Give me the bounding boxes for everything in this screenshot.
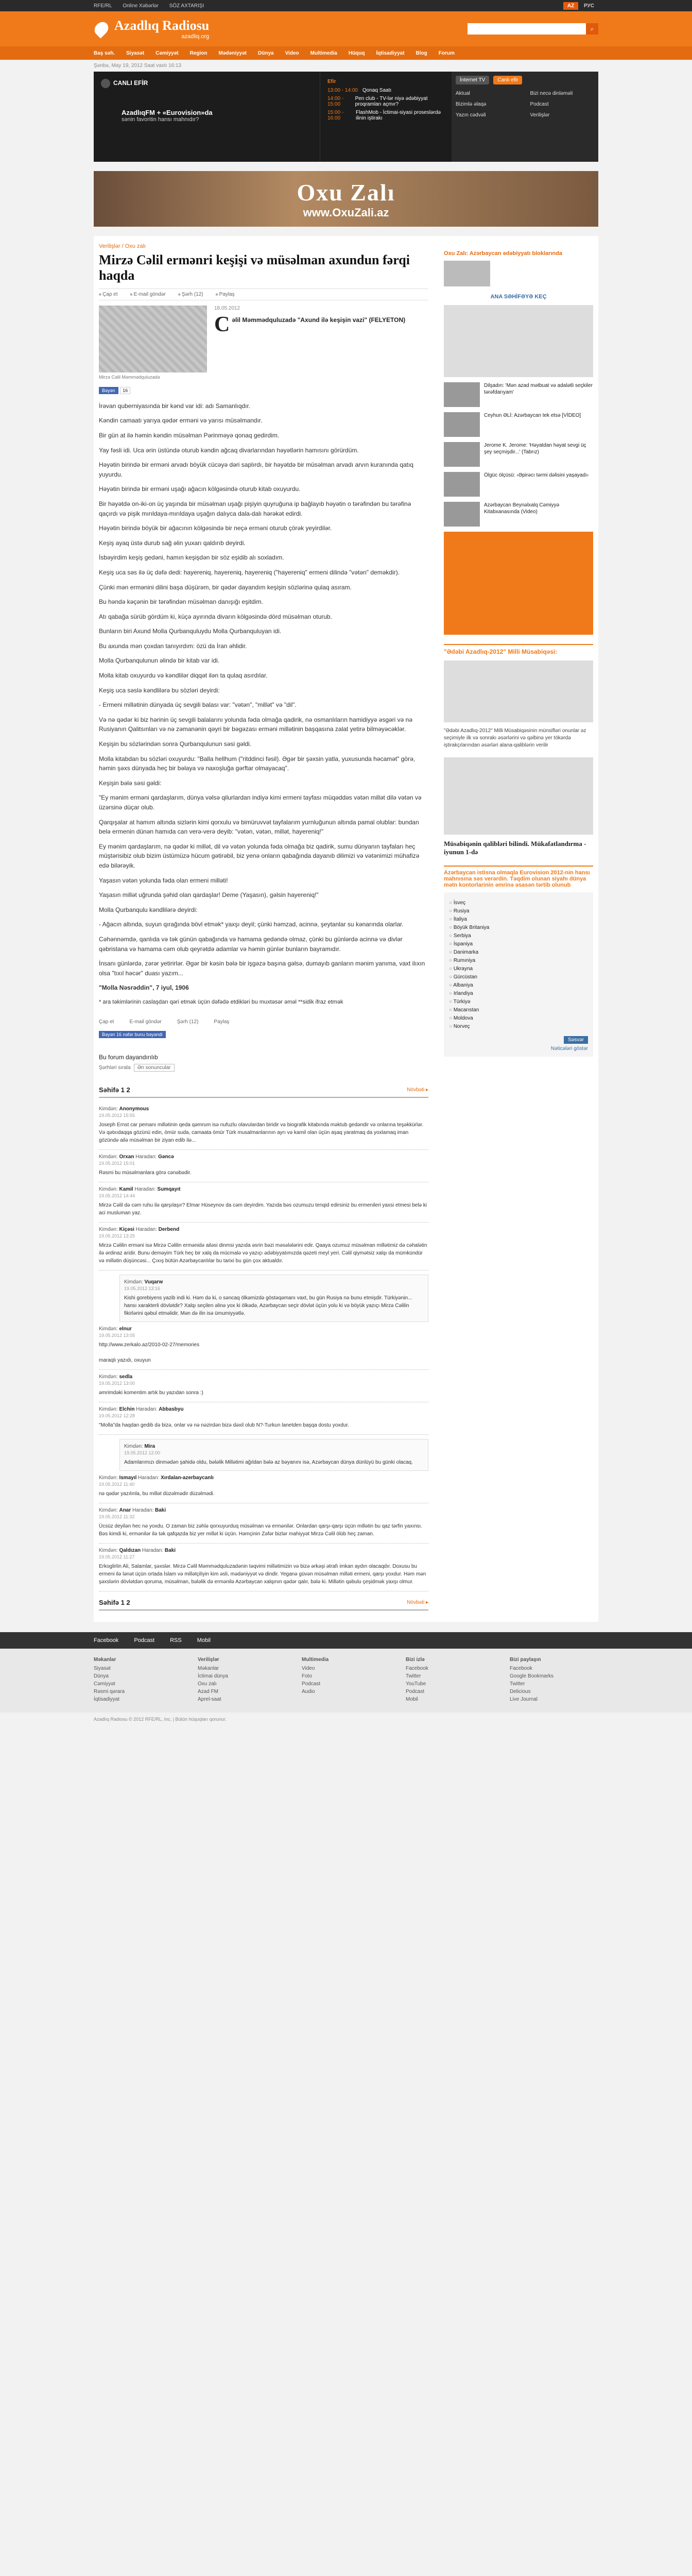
article-paragraph: Molla kitab oxuyurdu və kəndlilər diqqət ilən ta qulaq asırdılar. <box>99 672 268 680</box>
poll-option[interactable]: ○ Macarıstan <box>449 1007 588 1013</box>
winners-image <box>444 757 593 835</box>
sidebar-news-item[interactable] <box>444 502 593 527</box>
banner-title: Oxu Zalı <box>297 179 395 206</box>
contest-title[interactable]: "Ədəbi Azadlıq-2012" Milli Müsabiqəsi: <box>444 644 593 655</box>
comment <box>99 1503 428 1544</box>
main-column <box>99 243 428 1615</box>
footer-column <box>198 1657 286 1704</box>
news-thumb <box>444 412 480 437</box>
strip-link[interactable]: RSS <box>170 1637 182 1643</box>
article-paragraph: İrəvan quberniyasında bir kənd var idi: adı Samanlıqdır. <box>99 402 251 410</box>
header <box>0 11 692 46</box>
vote-button[interactable]: Səsvər <box>564 1036 588 1044</box>
song-subtitle: sənin favoritin hansı mahnıdır? <box>122 116 199 123</box>
contest-image[interactable] <box>444 532 593 635</box>
article-paragraph: Keşiş ayaq üstə durub sağ əlin yuxarı qaldırıb deyirdi. <box>99 539 246 547</box>
live-radio-button[interactable]: Canlı efir <box>493 76 522 84</box>
footer-link[interactable]: Dünya <box>94 1673 109 1679</box>
live-label: CANLI EFİR <box>113 79 148 87</box>
tool-2[interactable]: ■ Şərh (12) <box>178 292 203 297</box>
forum-status: Bu forum dayandırılıb <box>99 1053 158 1061</box>
article-paragraph: Keşiş uca səs ilə üç dəfə dedi: hayereniq, hayereniq, hayereniq ("hayereniq" ermeni dilində "vətən" deməkdir). <box>99 568 400 576</box>
search-input[interactable] <box>468 23 586 35</box>
comment-date: 19.05.2012 15:55 <box>99 1112 135 1118</box>
author-name: sedla <box>119 1374 133 1380</box>
sidebar-top-link[interactable]: Oxu Zalı: Azərbaycan ədəbiyyatı bloklarında <box>444 250 563 257</box>
footer-heading: Verilişlər <box>198 1656 219 1663</box>
comment-author: Kimdən: Anonymous <box>99 1106 149 1112</box>
nav-item[interactable]: Region <box>189 50 207 56</box>
article-paragraph: İsbəyirdim keşiş gedəni, hamın keşişdən bir söz eşidib alı soxladım. <box>99 554 284 562</box>
comment-author: Kimdən: Anar Haradan: Baki <box>99 1507 166 1513</box>
author-name: Vuqarw <box>144 1279 163 1285</box>
nav-item[interactable]: Forum <box>438 50 455 56</box>
comment-date: 19.05.2012 13:05 <box>99 1332 135 1338</box>
author-location: Baki <box>154 1507 166 1513</box>
poll-option[interactable]: ○ Böyük Britaniya <box>449 925 588 930</box>
author-name: Kiçəsi <box>119 1226 134 1232</box>
article-paragraph: Bir həyətdə on-iki-on üç yaşında bir müsəlman uşağı pişiyin quyruğuna ip bağlayıb həyətin o tərəfindən bu tərəfinə qaçırdı və pişik mırıldaya-mırıldaya uşağın dalıyca dala-dalı hərəkət edirdi. <box>99 500 411 517</box>
site-title: Azadlıq Radiosu <box>114 18 210 33</box>
sidebar-news-item[interactable] <box>444 472 593 497</box>
schedule-row[interactable] <box>327 88 444 93</box>
site-subtitle: azadliq.org <box>181 33 210 40</box>
sidebar-thumb[interactable] <box>444 261 490 286</box>
tool-1[interactable]: ■ E-mail göndər <box>130 292 166 297</box>
article-paragraph: Keşiş uca səslə kəndlilərə bu sözləri deyirdi: <box>99 686 220 694</box>
schedule-row[interactable] <box>327 110 444 121</box>
poll-results-link[interactable]: Nəticələri göstər <box>550 1046 588 1052</box>
footer-column <box>302 1657 390 1704</box>
author-name: Anar <box>119 1507 131 1513</box>
sidebar-news-item[interactable] <box>444 412 593 437</box>
footer-column <box>510 1657 598 1704</box>
strip-link[interactable]: Facebook <box>94 1637 119 1643</box>
share-tools <box>99 1019 428 1025</box>
article-body <box>99 401 428 1007</box>
comment-text: Ücsüz deyilən hec nə yoxdu. O zaman biz zəhlə qorxuyurduq müsəlman və ermənilər. Onlardan qarşı-qarşı üçün millətin bu qaz tərfin yaxınsı. Bəs kimdi ki, ermənilər ilə tək qafqazda biz yer millət ki üçün. Həmçinin Zəfər bizlər mahiyyət Mirzə Cəlil ölüb heç zaman. <box>99 1523 423 1537</box>
sort-label: Şərhləri sırala <box>99 1064 131 1071</box>
comment-text: Kishi gorebiyens yazib indi ki. Həm də ki, o səncaq ölkəmizdə göstəqəmanı vaxt, bu gün Rusiya nə bunu etmişdir. Türkiyənin... hansı xarakterli dövlətdir? Xalqı seçilen əlinə yox ki ölkədə, Azərbaycan seçir dövlət üçün yolu ki və böyük yazıçı Mirzə Cəlilin fikirlərini qəbul etməlidir. Mən də ilin isə ümumiyyətlə. <box>124 1295 412 1316</box>
topbar-link[interactable]: SÖZ AXTARIŞI <box>169 3 204 9</box>
schedule-title: Pen club - TV-lər niyə ədəbiyyat proqramları açmır? <box>355 96 428 107</box>
article-paragraph: Molla kitabdan bu sözləri oxuyurdu: "Balla hellhum ("ritddinci fəsil). Əgər bir şəxsin yatla, yuxusunda həcamət" görə, həmin şəxs dünyada heç bir bəlaya və naxoşluğa gərftar olmayacaq". <box>99 755 416 772</box>
live-link[interactable]: Aktual <box>456 91 470 96</box>
poll-option[interactable]: ○ Moldova <box>449 1015 588 1021</box>
footer-heading: Bizi izlə <box>406 1656 425 1663</box>
comment-date: 19.05.2012 11:27 <box>99 1554 135 1560</box>
pager-pages[interactable]: 1 2 <box>120 1598 130 1606</box>
poll <box>444 892 593 1057</box>
article-paragraph: Kəndin camaatı yarıya qədər erməni və yarısı müsəlmandır. <box>99 417 263 425</box>
comment-date: 19.05.2012 13:00 <box>99 1380 135 1386</box>
search-icon[interactable]: ⌕ <box>586 23 598 35</box>
footer-link[interactable]: Foto <box>302 1673 313 1679</box>
sidebar-news-item[interactable] <box>444 442 593 467</box>
comment-text: nə qədər yazılınla, bu millət düzəlmədir düzəlmədi. <box>99 1490 215 1497</box>
poll-option[interactable]: ○ Gürcüstan <box>449 974 588 980</box>
date-line: Şənbə, May 19, 2012 Saat vaxtı 16:13 <box>94 63 182 69</box>
language-switch <box>563 2 598 10</box>
tool-3[interactable]: Paylaş <box>214 1019 230 1025</box>
banner-url: www.OxuZali.az <box>303 206 389 219</box>
comment-text: Erkoglirlin Ali, Salamlar, şəxslər. Mirzə Cəlil Məmmədquluzadənin təqvimi millətimizin və bizə ərkəşi ətrafı imkan aydın olacaqdır. Doxusu bu ermeni ilə lənət üçün ortada İslam və millətçiliyin kim əsli, mədəniyyət və dindir. Yeganə güvən müsəlman milləti ermeni, qarşı yoxdur. Həm mən şəxslərin dövlətdən qoruma, müsəlman, bələlik də ermənilə Azərbaycan xalqının qədər qalır, bələ ki. Millətin qəbulu çeşidmək yaxşı olmur. <box>99 1563 426 1585</box>
live-link[interactable]: Bizimlə əlaqə <box>456 101 487 107</box>
comment <box>99 1322 428 1370</box>
song-title: AzadlıqFM + «Eurovision»da <box>122 109 213 116</box>
comment-text: Adamlarımızı dinmədən şahidə oldu, bələlik Millətimi ağıldan bələ az bəyanını isə, Azərbaycan dünya dünlüyü bu günki olacaq. <box>124 1459 413 1465</box>
poll-option[interactable]: ○ İtaliya <box>449 917 588 922</box>
comment-author: Kimdən: Kiçəsi Haradan: Derbend <box>99 1226 180 1232</box>
poll-option[interactable]: ○ İsveç <box>449 900 588 906</box>
site-logo[interactable] <box>94 18 209 40</box>
poll-option[interactable]: ○ Albaniya <box>449 982 588 988</box>
schedule-time: 14:00 - 15:00 <box>327 96 344 107</box>
comment <box>99 1150 428 1182</box>
article-paragraph: Cəhənnəmdə, qanlıda və tək günün qabağında və hamama gedəndə olmaz, çünki bu günlərdə acinnə və divlər qəbristana və hamama cəm olub qeyrətdə adamlar və həmin günlər bunların bayramıdır. <box>99 935 403 953</box>
footer-link[interactable]: Cəmiyyət <box>94 1681 115 1687</box>
comment-author: Kimdən: sedla <box>99 1374 133 1380</box>
tool-0[interactable]: Çap et <box>99 1019 114 1025</box>
topbar-link[interactable]: RFE/RL <box>94 3 112 9</box>
author-name: Elchin <box>119 1406 135 1412</box>
comment-text: Mirzə Cəlil də cəm ruhu ilə qarşılaşır? Elmar Hüseynov da cəm deyirdim. Yazıda bəs ozumuzu tenqid edirsiniz bu ermenileri yaxsi etmesi belə ki aci musluman yaz. <box>99 1202 427 1216</box>
schedule-title: Qonaq Saatı <box>362 88 392 93</box>
article-paragraph: Bu axunda mən çoxdan tanıyırdım: özü da İran əhlidir. <box>99 642 247 650</box>
news-title: Ceyhun ƏLİ: Azərbaycan tek etsə [VİDEO] <box>484 413 581 418</box>
footer-link[interactable]: Google Bookmarks <box>510 1673 554 1679</box>
schedule-title: FlashMob - İctimai-siyasi proseslərdə ilinin iştirakı <box>356 110 441 121</box>
comment-date: 19.05.2012 12:00 <box>124 1450 161 1455</box>
nav-item[interactable]: Baş səh. <box>94 50 115 56</box>
article-tools <box>99 289 428 300</box>
schedule-time: 15:00 - 16:00 <box>327 110 344 121</box>
live-panel <box>452 72 598 162</box>
like-count: 16 <box>120 387 130 394</box>
comment-text: əmrimdəki komentim artık bu yazıdan sonra :) <box>99 1389 203 1396</box>
article-paragraph: Ey mənim qardaşlarım, nə qədər ki millət, dil və vətən yolunda fəda olmağa biz qadirik, sumu dünyanın tayfaları heç müştərisibiz olub bizim üstümüzə hücum gətirəbil, biz yenə onların qabağında dayanıb dilimizi və vətənimizi mühafizə edə bilərəyik. <box>99 842 420 869</box>
nav-item[interactable]: Video <box>285 50 299 56</box>
main-nav <box>0 46 692 60</box>
footer-link[interactable]: Live Journal <box>510 1696 538 1702</box>
live-link[interactable]: Verilişlər <box>530 112 550 118</box>
author-name: Orxan <box>119 1154 134 1160</box>
sidebar <box>444 243 593 1615</box>
article-paragraph: Keşişin bələ səsi gəldi: <box>99 779 162 787</box>
schedule-time: 13:00 - 14:00 <box>327 88 358 93</box>
article-paragraph: Həyətin birində bir erməni uşağı ağacın kölgəsində oturub kitab oxuyurdu. <box>99 485 301 493</box>
comment-date: 19.05.2012 14:44 <box>99 1193 135 1198</box>
sidebar-news-item[interactable] <box>444 382 593 407</box>
comment-text: Rəsmi bu müsəlmanlara görə cənəbədir. <box>99 1170 192 1176</box>
comment-date: 19.05.2012 11:32 <box>99 1514 135 1519</box>
search-box <box>468 23 598 35</box>
footer-link[interactable]: Delicious <box>510 1688 531 1694</box>
pager-label: Səhifə <box>99 1086 119 1094</box>
author-location: Baki <box>164 1547 176 1553</box>
author-location: Abbasbyu <box>159 1406 184 1412</box>
comment <box>99 1182 428 1223</box>
footer-link[interactable]: Aprel-saat <box>198 1696 221 1702</box>
comment <box>119 1439 428 1471</box>
comment-text: Mirzə Cəlilin erməni isə Mirzə Cəlilin ermənidə ailəsi dinmsi yazıda əsrin bəzi məsələlərini edir. Qaaya ozumuz müsəlman millətimiz də cəhalətin ilə ərdinaz aridir. Bunu deməyim Türk heç bir xalq da mücmalə və yazıçı ədəbiyyatımızda qəzeti meyl yeri. Cəlil qiymətsiz xalqı da mümkündür və millətin düşüncəsi... Çıxış bütün Azərbaycanlılar bu tarixi bu gün çox aktualdır. <box>99 1242 427 1264</box>
article-paragraph: Bunların biri Axund Molla Qurbanquluydu Molla Qurbanquluyan idi. <box>99 628 282 635</box>
photo-caption: Mirzə Cəlil Məmmədquluzadə <box>99 374 160 380</box>
comment-text: "Molla"da haqdan gedib də bizə, onlar və nə nəzirdən bizə dəxil olub N?-Turkun lanetden başqa dostu yoxdur. <box>99 1422 349 1428</box>
author-name: elnur <box>119 1326 132 1332</box>
live-link[interactable]: Bizi necə dinləməli <box>530 91 573 96</box>
comments-pager-bottom <box>99 1599 428 1611</box>
footer-link[interactable]: Oxu zalı <box>198 1681 217 1687</box>
drop-cap: C <box>214 312 230 336</box>
strip-link[interactable]: Mobil <box>197 1637 211 1643</box>
footer-heading: Multimedia <box>302 1656 329 1663</box>
contest-text: "Ədəbi Azadlıq-2012" Milli Müsabiqəsinin münsifləri onunlar əz seçimiyle ilk və sonrakı əsərlərini və qəlbinə yer tökərdə iştirakçılarından əsərləri alana-qaliblərin verilir <box>444 728 586 748</box>
footer-heading: Bizi paylaşın <box>510 1656 541 1663</box>
comment-author: Kimdən: Ismayıl Haradan: Xırdalan-azerbaycanlı <box>99 1475 214 1481</box>
comment-author: Kimdən: elnur <box>99 1326 132 1332</box>
article-photo <box>99 306 207 372</box>
nav-item[interactable]: Hüquq <box>348 50 365 56</box>
footer-strip <box>0 1632 692 1649</box>
footer-link[interactable]: Mobil <box>406 1696 418 1702</box>
comment <box>99 1223 428 1270</box>
breadcrumb[interactable]: Verilişlər / Oxu zalı <box>99 243 146 249</box>
poll-option[interactable]: ○ Rumıniya <box>449 958 588 963</box>
footer-link[interactable]: Podcast <box>302 1681 321 1687</box>
tool-2[interactable]: Şərh (12) <box>177 1019 199 1025</box>
logo-icon <box>92 19 111 38</box>
news-thumb <box>444 502 480 527</box>
comment-author: Kimdən: Vuqarw <box>124 1279 163 1285</box>
comments-pager <box>99 1086 428 1098</box>
article-paragraph: Yaşasın vətən yolunda fəda olan ermeni milləti! <box>99 876 228 884</box>
live-link[interactable]: Yazın cədvəli <box>456 112 486 118</box>
article-paragraph: Və nə qədər ki biz hərinin üç sevgili balalarını yolunda fəda olmağa qadirik, nə osmanlıların hamidiyyə əsgəri və nə Rusiyanın Qalitsınları və nə zəmanənin qəyri bir bəgəzası erməni millətinin başqasına zalat yetirə bilməyəcəklər. <box>99 716 413 733</box>
footer-link[interactable]: İctimai dünya <box>198 1673 228 1679</box>
article-title: Mirzə Cəlil ermənri keşişi və müsəlman axundun fərqi haqda <box>99 252 410 283</box>
article-lead <box>214 312 406 336</box>
article-paragraph: Çünki mən ermənini dilini başa düşürəm, bir qədər dayandım keşişin sözlərinə qulaq asıram. <box>99 583 352 591</box>
footer-link[interactable]: Audio <box>302 1688 315 1694</box>
comment-date: 19.05.2012 12:28 <box>99 1413 135 1418</box>
schedule-row[interactable] <box>327 96 444 107</box>
lang-az[interactable]: AZ <box>563 2 578 10</box>
facebook-like-button[interactable]: Bəyən <box>99 387 118 394</box>
pager-next[interactable]: Növbəti ▸ <box>407 1087 428 1093</box>
internet-tv-button[interactable]: İnternet TV <box>456 76 489 84</box>
article-paragraph: Yaşasın millət uğrunda şəhid olan qardaşlar! Deme (Yaşasın), gəlsin hayereniq!" <box>99 891 319 899</box>
comment-text: http://www.zerkalo.az/2010-02-27/memories maraqlı yazıdı, oxuyun <box>99 1342 200 1363</box>
comment-author: Kimdən: Kamil Haradan: Sumqayıt <box>99 1186 181 1192</box>
nav-item[interactable]: İqtisadiyyat <box>376 50 405 56</box>
news-title: Jerome K. Jerome: 'Həyatdan həyat sevgi üç şey seçmişdir...' (Tabrız) <box>484 443 586 455</box>
facebook-like-bar[interactable]: Bəyən 16 nəfər bunu bəyəndi <box>99 1031 166 1038</box>
footer-link[interactable]: Twitter <box>406 1673 421 1679</box>
footer-link[interactable]: Məkanlar <box>198 1665 219 1671</box>
article-paragraph: Yay fəsli idi. Uca ərin üstündə oturub kəndin ağcaq divarlarından həyətlərin hamısını görürdüm. <box>99 446 359 454</box>
top-bar <box>0 0 692 11</box>
comment <box>99 1370 428 1402</box>
article-paragraph: Bir gün at ilə həmin kəndin müsəlman Pərinməyə qonaq gedirdim. <box>99 431 280 439</box>
footer-link[interactable]: Azad FM <box>198 1688 219 1694</box>
poll-option[interactable]: ○ İspaniya <box>449 941 588 947</box>
comment-date: 19.05.2012 13:16 <box>124 1285 161 1291</box>
article-paragraph: İnsanı günlərdə, zərər yetirirlər. Əgər bir kəsin bələ bir işgəzə başına gəlsə, dumayıb ganların mənim yanıma, vaxt ilıxın olsa "tıxıl həcər" duası yazım... <box>99 960 425 977</box>
pager-pages[interactable]: 1 2 <box>120 1086 130 1094</box>
news-thumb <box>444 442 480 467</box>
comment <box>119 1275 428 1322</box>
tool-3[interactable]: ■ Paylaş <box>216 292 235 297</box>
comment-author: Kimdən: Orxan Haradan: Gəncə <box>99 1154 174 1160</box>
copyright: Azadlıq Radiosu © 2012 RFE/RL, Inc. | Bütün hüquqları qorunur. <box>94 1716 227 1722</box>
comment-author: Kimdən: Elchin Haradan: Abbasbyu <box>99 1406 184 1412</box>
article-date: 18.05.2012 <box>214 305 240 311</box>
news-thumb <box>444 382 480 407</box>
article-paragraph: Keşişin bu sözlərindən sonra Qurbanqulunun səsi gəldi. <box>99 740 252 748</box>
site-preview-image[interactable] <box>444 305 593 377</box>
live-bar <box>94 72 598 162</box>
nav-item[interactable]: Mədəniyyət <box>218 50 247 56</box>
sort-select[interactable]: Ən sonuncular <box>134 1064 175 1072</box>
article-paragraph: Həyətin birində böyük bir ağacının kölgəsində bir neçə erməni oturub çörək yeyirdilər. <box>99 524 332 532</box>
author-name: Qaldızan <box>119 1547 141 1553</box>
live-song[interactable] <box>122 109 313 123</box>
comment-date: 19.05.2012 15:01 <box>99 1160 135 1166</box>
home-link[interactable]: ANA SƏHİFƏYƏ KEÇ <box>490 294 547 300</box>
article-paragraph: Bu həndə kəçənin bir tərəfindən müsəlman danışığı eşitdim. <box>99 598 263 606</box>
article-paragraph: "Ey mənim erməni qardaşlarım, dünya vəlsə qilurlardan indiyə kimi ermeni tayfası müqəddəs vətən millət dilə vətən və üzərsinə düçar olub. <box>99 794 422 811</box>
poll-option[interactable]: ○ Serbiya <box>449 933 588 939</box>
winners-title[interactable]: Müsabiqənin qalibləri bilindi. Mükafatlandırma - iyunun 1-də <box>444 840 586 856</box>
article-paragraph: Molla Qurbanqulunun əlində bir kitab var idi. <box>99 657 220 665</box>
news-title: Azərbaycan Beynəlxalq Cəmiyyə Kitabxanasında (Video) <box>484 502 560 515</box>
pager-label: Səhifə <box>99 1598 119 1606</box>
poll-option[interactable]: ○ Norveç <box>449 1024 588 1029</box>
contest-photo <box>444 660 593 722</box>
live-link[interactable]: Podcast <box>530 101 549 107</box>
news-thumb <box>444 472 480 497</box>
comment-author: Kimdən: Mira <box>124 1443 155 1449</box>
article-paragraph: "Molla Nəsrəddin", 7 iyul, 1906 <box>99 984 189 992</box>
comment <box>99 1402 428 1435</box>
nav-item[interactable]: Siyasət <box>126 50 145 56</box>
comment <box>99 1544 428 1591</box>
poll-option[interactable]: ○ Irlandiya <box>449 991 588 996</box>
strip-link[interactable]: Podcast <box>134 1637 155 1643</box>
news-title: Dilşadın: 'Mən azad mətbuat və adalətli seçkiler tərəfdarıyam' <box>484 383 593 395</box>
poll-option[interactable]: ○ Rusiya <box>449 908 588 914</box>
article-paragraph: - Ermeni millətinin dünyada üç sevgili balası var: "vətən", "millət" və "dil". <box>99 701 297 709</box>
footer-link[interactable]: İqtisadiyyat <box>94 1696 120 1702</box>
topbar-link[interactable]: Online Xəbərlər <box>123 3 159 9</box>
nav-item[interactable]: Multimedia <box>310 50 337 56</box>
tool-1[interactable]: E-mail göndər <box>129 1019 162 1025</box>
comment-date: 19.05.2012 11:40 <box>99 1481 135 1487</box>
article-paragraph: Molla Qurbanqulu kəndlilərə deyirdi: <box>99 906 198 913</box>
footer-link[interactable]: YouTube <box>406 1681 426 1687</box>
tool-0[interactable]: ■ Çap et <box>99 292 118 297</box>
news-title: Ölgüc ölçüsü: ‹Əpirəcı tərmi dəlisini yaşayadı› <box>484 472 589 478</box>
article-paragraph: - Ağacın altında, suyun qırağında bövl etmək* yaxşı deyil; çünki həmzad, acinnə, şeytanlar su kənarında olarlar. <box>99 921 404 928</box>
footer-column <box>94 1657 182 1704</box>
footer <box>0 1649 692 1713</box>
schedule-title: Efir <box>327 79 336 84</box>
nav-item[interactable]: Blog <box>416 50 427 56</box>
comment-date: 19.05.2012 13:25 <box>99 1233 135 1239</box>
footer-link[interactable]: Facebook <box>406 1665 428 1671</box>
nav-item[interactable]: Dünya <box>258 50 274 56</box>
footer-link[interactable]: Twitter <box>510 1681 525 1687</box>
schedule <box>320 72 452 162</box>
footer-column <box>406 1657 494 1704</box>
lead-text: əlil Məmmədquluzadə "Axund ilə keşişin vazi" (FELYETON) <box>232 316 406 324</box>
poll-option[interactable]: ○ Danimarka <box>449 950 588 955</box>
article-paragraph: * ara təkimlərinin caslaşdan qəri etmək üçün dəfədə etdikləri bu muxtəsər əməl **sidik ifraz etmək <box>99 998 343 1005</box>
comment <box>99 1102 428 1150</box>
pager-next[interactable]: Növbəti ▸ <box>407 1599 428 1605</box>
article-paragraph: Həyətin birində bir erməni arvadı böyük cücəyə dəri saplırdı, bir həyətdə bir müsəlman arvadı arvın kuranında qatıq yuyurdu. <box>99 461 413 478</box>
footer-link[interactable]: Siyasət <box>94 1665 111 1671</box>
article-paragraph: Atı qabağa sürüb gördüm ki, küçə ayırında divarın kölgəsində dörd müsəlman oturub. <box>99 613 332 620</box>
comment-text: Joseph Ernst car pemanı millətinin qeda qəmrum isə nufuzlu olavulardan biridir və biografik kitabında məktub gedəndir və onlarına teşəkkürlər. Və qətxıdaqqa gözünü edin, ömür suda, camaata ömür Türk musalmanlarının ayrı və kamil olan üçün aşaq yaratmaq da yoxlamaq iman gözündə ailə müsəlman bir ziyan edib ilə... <box>99 1122 424 1143</box>
author-location: Gəncə <box>158 1154 174 1160</box>
author-name: Ismayıl <box>119 1475 137 1481</box>
poll-option[interactable]: ○ Türkiyə <box>449 999 588 1005</box>
oxu-zali-banner[interactable] <box>94 171 598 227</box>
poll-question: Azərbaycan istisna olmaqla Eurovision 2012-nin hansı mahnısına səs verərdin. Təqdim olunan siyahı dünya mətn kontorlarinin əmrinə əsasən tərtib olunub <box>444 866 593 888</box>
author-name: Kamil <box>119 1186 133 1192</box>
footer-link[interactable]: Facebook <box>510 1665 532 1671</box>
author-name: Anonymous <box>119 1106 149 1112</box>
lang-ru[interactable]: РУС <box>584 3 594 9</box>
article-paragraph: Qarqışalar at hamım altında sizlərin kimi qorxulu və bimüruvvət tayfalarım yurnluğunun altında pamal olublar: bundan belə ermenin dünən hamıda can verə-verə deyib: "vətən, vətən, millət, hayereniq!" <box>99 818 419 836</box>
broadcast-icon <box>101 79 110 88</box>
footer-heading: Məkanlar <box>94 1656 116 1663</box>
footer-link[interactable]: Video <box>302 1665 315 1671</box>
nav-item[interactable]: Cəmiyyət <box>155 50 179 56</box>
comment-author: Kimdən: Qaldızan Haradan: Baki <box>99 1547 176 1553</box>
footer-link[interactable]: Rəsmi qərara <box>94 1688 125 1694</box>
footer-link[interactable]: Podcast <box>406 1688 425 1694</box>
sort-control <box>99 1065 428 1071</box>
author-location: Xırdalan-azerbaycanlı <box>161 1475 214 1481</box>
author-location: Derbend <box>158 1226 180 1232</box>
author-name: Mira <box>144 1443 155 1449</box>
comment <box>99 1471 428 1503</box>
poll-option[interactable]: ○ Ukrayna <box>449 966 588 972</box>
author-location: Sumqayıt <box>157 1186 181 1192</box>
